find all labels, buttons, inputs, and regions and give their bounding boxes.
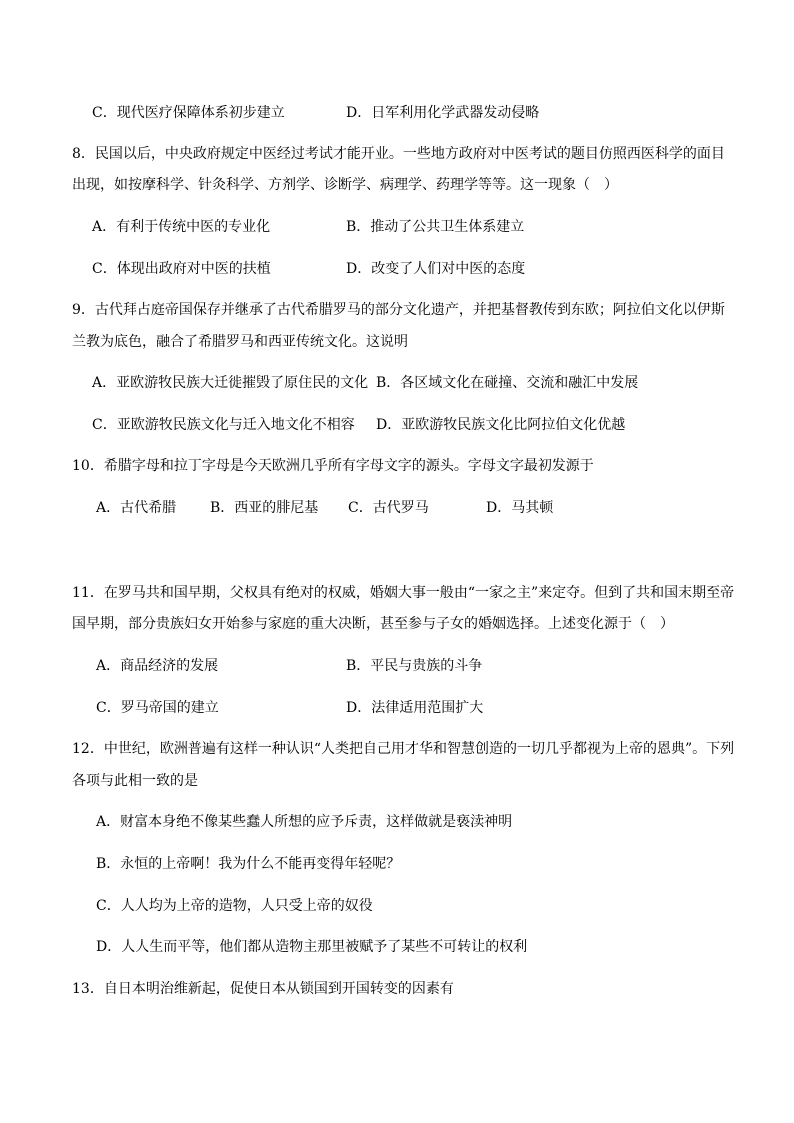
- q12-stem-line1: 12．中世纪，欧洲普遍有这样一种认识“人类把自己用才华和智慧创造的一切几乎都视为上帝的恩典”。下列: [72, 741, 735, 757]
- q9-stem-line2: 兰教为底色，融合了希腊罗马和西亚传统文化。这说明: [72, 334, 408, 350]
- q11-option-d: D．法律适用范围扩大: [346, 700, 484, 716]
- q8-stem-line2: 出现，如按摩科学、针灸科学、方剂学、诊断学、病理学、药理学等等。这一现象（ ）: [72, 177, 618, 193]
- q10-option-a: A．古代希腊: [96, 500, 177, 516]
- q8-option-a: A．有利于传统中医的专业化: [92, 219, 271, 235]
- q11-option-b: B．平民与贵族的斗争: [346, 658, 483, 674]
- q9-option-b: B．各区域文化在碰撞、交流和融汇中发展: [376, 375, 639, 391]
- q8-stem-line1: 8．民国以后，中央政府规定中医经过考试才能开业。一些地方政府对中医考试的题目仿照西医科学的面目: [72, 146, 725, 162]
- q12-option-c: C．人人均为上帝的造物，人只受上帝的奴役: [96, 898, 373, 914]
- q7-option-d: D．日军利用化学武器发动侵略: [346, 105, 540, 121]
- q12-option-a: A．财富本身绝不像某些蠢人所想的应予斥责，这样做就是亵渎神明: [96, 814, 513, 830]
- q11-stem-line2: 国早期，部分贵族妇女开始参与家庭的重大决断，甚至参与子女的婚姻选择。上述变化源于（ ）: [72, 616, 674, 632]
- q12-stem-line2: 各项与此相一致的是: [72, 773, 198, 789]
- q8-option-d: D．改变了人们对中医的态度: [346, 261, 526, 277]
- q11-stem-line1: 11．在罗马共和国早期，父权具有绝对的权威，婚姻大事一般由“一家之主”来定夺。但到了共和国末期至帝: [72, 585, 735, 601]
- q10-stem-line1: 10．希腊字母和拉丁字母是今天欧洲几乎所有字母文字的源头。字母文字最初发源于: [72, 458, 594, 474]
- q9-option-c: C．亚欧游牧民族文化与迁入地文化不相容: [92, 417, 355, 433]
- q11-option-a: A．商品经济的发展: [96, 658, 219, 674]
- q13-stem-line1: 13．自日本明治维新起，促使日本从锁国到开国转变的因素有: [72, 981, 454, 997]
- q11-option-c: C．罗马帝国的建立: [96, 700, 219, 716]
- q12-option-b: B．永恒的上帝啊！我为什么不能再变得年轻呢？: [96, 856, 401, 872]
- q12-option-d: D．人人生而平等，他们都从造物主那里被赋予了某些不可转让的权利: [96, 939, 528, 955]
- q10-option-d: D．马其顿: [486, 500, 554, 516]
- q10-option-c: C．古代罗马: [348, 500, 429, 516]
- q8-option-c: C．体现出政府对中医的扶植: [92, 261, 271, 277]
- q10-option-b: B．西亚的腓尼基: [210, 500, 319, 516]
- q8-option-b: B．推动了公共卫生体系建立: [346, 219, 525, 235]
- q9-stem-line1: 9．古代拜占庭帝国保存并继承了古代希腊罗马的部分文化遗产，并把基督教传到东欧；阿拉伯文化以伊斯: [72, 302, 725, 318]
- q9-option-d: D．亚欧游牧民族文化比阿拉伯文化优越: [376, 417, 626, 433]
- q9-option-a: A．亚欧游牧民族大迁徙摧毁了原住民的文化: [92, 375, 369, 391]
- q7-option-c: C．现代医疗保障体系初步建立: [92, 105, 285, 121]
